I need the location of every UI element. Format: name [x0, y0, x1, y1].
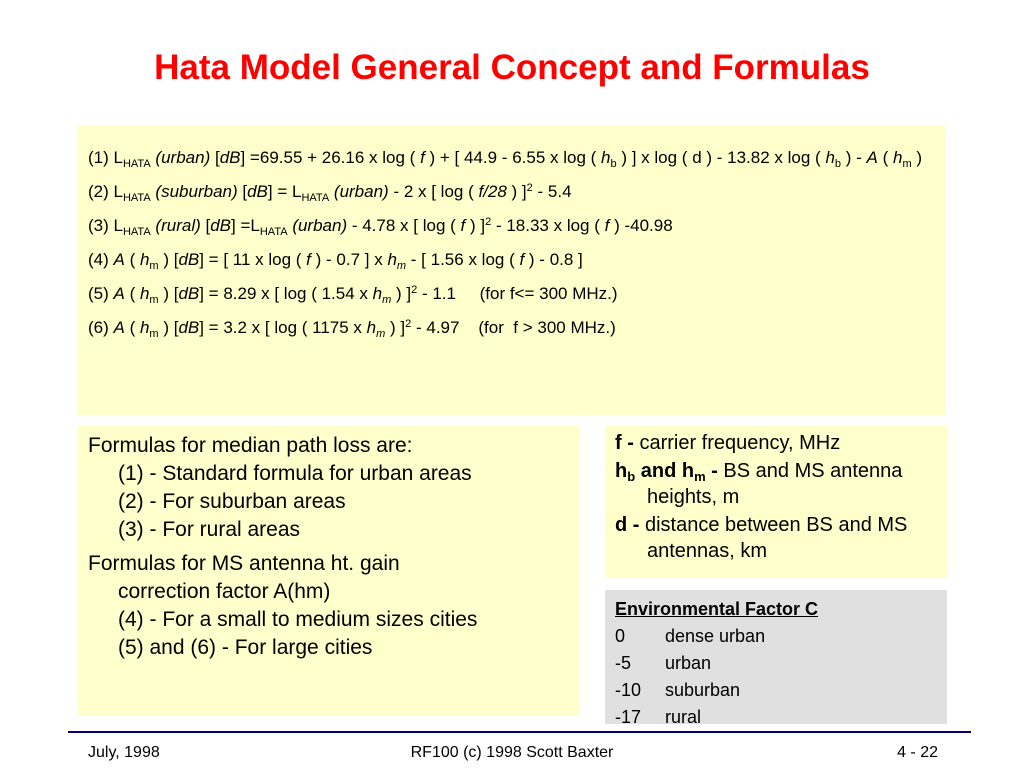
footer-copyright: RF100 (c) 1998 Scott Baxter [410, 744, 614, 761]
formula-5: (5) A ( $h_m$ ) [dB] = 8.29 x [ log ( 1.54 x $h_m$ ) ]$^2$ - 1.1 (for f<= 300 MHz.) [88, 284, 618, 306]
var-frequency: f - carrier frequency, MHz [615, 432, 841, 454]
environmental-factor-panel [605, 590, 947, 727]
explanation-panel [78, 426, 579, 716]
footer-date: July, 1998 [88, 744, 160, 761]
footer-divider [68, 731, 971, 733]
var-distance: d - distance between BS and MS antennas, km [615, 514, 908, 562]
variables-panel [605, 426, 947, 578]
explain-line: (3) - For rural areas [118, 518, 301, 541]
explain-line: Formulas for median path loss are: [88, 434, 413, 457]
explain-line: (4) - For a small to medium sizes cities [118, 608, 478, 631]
page-title: Hata Model General Concept and Formulas [154, 48, 870, 87]
formula-4: (4) A ( $h_m$ ) [dB] = [ 11 x log ( f ) - 0.7 ] x $h_m$ - [ 1.56 x log ( f ) - 0.8 ] [88, 250, 583, 272]
formula-3: (3) $L_{HATA}$ (rural) $[dB] =L_{HATA}$ (urban) - 4.78 x [ log ( f ) ]$^2$ - 18.33 x log ( f ) -40.98 [88, 216, 673, 238]
formula-6: (6) A ( $h_m$ ) [dB] = 3.2 x [ log ( 1175 x $h_m$ ) ]$^2$ - 4.97 (for f > 300 MHz.) [88, 318, 616, 340]
formulas-panel [78, 126, 945, 416]
env-row: -17 rural [615, 707, 702, 727]
explain-line: Formulas for MS antenna ht. gain [88, 552, 400, 575]
var-heights: $h_b$ and $h_m$ - BS and MS antenna heights, m [615, 460, 903, 508]
formula-1: (1) $L_{HATA}$ (urban) [dB] =69.55 + 26.16 x log ( f ) + [ 44.9 - 6.55 x log ( $h_b$ ) ] x log ( d ) - 13.82 x log ( $h_b$ ) - A ( $h_m$ ) [88, 148, 923, 170]
explain-line: (2) - For suburban areas [118, 490, 346, 513]
formula-2: (2) $L_{HATA}$ (suburban) $[dB] = L_{HATA}$ (urban) - 2 x [ log ( f/28 ) ]$^2$ - 5.4 [88, 182, 572, 204]
footer-page-number: 4 - 22 [897, 744, 938, 761]
explain-line: correction factor A(hm) [118, 580, 331, 603]
env-heading: Environmental Factor C [615, 599, 819, 619]
explain-line: (1) - Standard formula for urban areas [118, 462, 472, 485]
env-row: 0 dense urban [615, 626, 766, 646]
explain-line: (5) and (6) - For large cities [118, 636, 373, 659]
env-row: -5 urban [615, 653, 712, 673]
env-row: -10 suburban [615, 680, 741, 700]
